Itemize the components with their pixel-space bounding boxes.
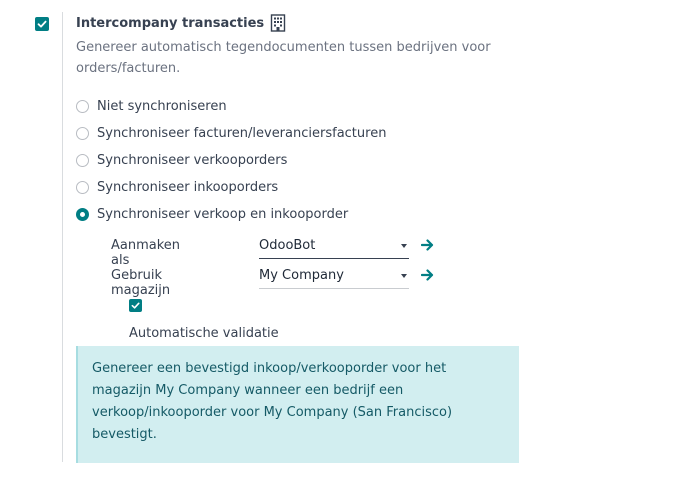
setting-divider (62, 12, 63, 462)
radio-label: Niet synchroniseren (97, 99, 227, 114)
checkmark-icon (131, 301, 140, 310)
radio-label: Synchroniseer verkoop en inkooporder (97, 207, 349, 222)
warehouse-select[interactable] (259, 266, 409, 289)
radio-button-selected[interactable] (76, 208, 89, 221)
radio-button[interactable] (76, 100, 89, 113)
info-alert: Genereer een bevestigd inkoop/verkooporder voor het magazijn My Company wanneer een bedrijf een verkoop/inkooporder voor My Company (San Francisco) bevestigt. (76, 346, 519, 463)
radio-label: Synchroniseer inkooporders (97, 180, 279, 195)
radio-label: Synchroniseer facturen/leveranciersfacturen (97, 126, 387, 141)
radio-button[interactable] (76, 181, 89, 194)
setting-description: Genereer automatisch tegendocumenten tussen bedrijven voor orders/facturen. (76, 40, 491, 76)
setting-title-row (76, 12, 526, 34)
warehouse-label: Gebruik magazijn (111, 268, 171, 298)
setting-title: Intercompany transacties (76, 15, 265, 31)
create-as-label: Aanmaken als (111, 238, 181, 268)
sync-option-invoices[interactable] (76, 120, 526, 147)
radio-button[interactable] (76, 154, 89, 167)
warehouse-value: My Company (259, 268, 344, 283)
sync-options (76, 93, 526, 228)
sync-option-none[interactable] (76, 93, 526, 120)
setting-content (76, 12, 526, 228)
sync-option-sales-orders[interactable] (76, 147, 526, 174)
auto-validation-label: Automatische validatie (129, 326, 279, 341)
caret-down-icon (401, 274, 407, 278)
intercompany-checkbox[interactable] (35, 17, 49, 31)
arrow-right-icon[interactable] (421, 269, 434, 285)
radio-button[interactable] (76, 127, 89, 140)
building-icon (270, 14, 286, 32)
auto-validation-checkbox[interactable] (129, 299, 142, 312)
create-as-value: OdooBot (259, 238, 316, 253)
checkmark-icon (37, 19, 47, 29)
caret-down-icon (401, 244, 407, 248)
create-as-select[interactable] (259, 236, 409, 259)
sync-option-purchase-orders[interactable] (76, 174, 526, 201)
radio-label: Synchroniseer verkooporders (97, 153, 288, 168)
sync-option-sales-and-purchase[interactable] (76, 201, 526, 228)
arrow-right-icon[interactable] (421, 239, 434, 255)
